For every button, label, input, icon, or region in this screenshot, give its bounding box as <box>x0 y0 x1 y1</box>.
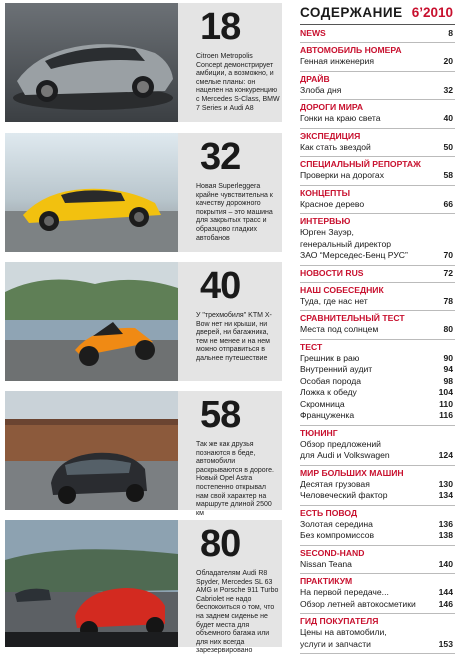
toc-entry[interactable] <box>300 387 455 399</box>
entry-page-number: 20 <box>443 56 453 66</box>
entry-title: Внутренний аудит <box>300 364 373 374</box>
toc-entry[interactable] <box>300 170 455 182</box>
section-heading <box>300 285 455 296</box>
section-page-number: 72 <box>443 267 453 278</box>
toc-section[interactable] <box>300 614 455 654</box>
entry-page-number: 124 <box>438 450 453 460</box>
entry-title: На первой передаче... <box>300 587 389 597</box>
section-heading <box>300 216 455 227</box>
entry-title: Десятая грузовая <box>300 478 370 489</box>
section-heading <box>300 131 455 142</box>
entry-page-number: 40 <box>443 113 453 123</box>
entry-page-number: 136 <box>438 518 453 529</box>
entry-title: Ложка к обеду <box>300 387 357 397</box>
entry-title: Цены на автомобили, <box>300 627 387 637</box>
section-title: ИНТЕРВЬЮ <box>300 216 351 226</box>
toc-section[interactable] <box>300 574 455 614</box>
entry-page-number: 140 <box>438 558 453 569</box>
section-heading <box>300 468 455 479</box>
entry-title: Обзор предложений <box>300 438 381 449</box>
feature-panel <box>178 262 282 381</box>
section-title: СРАВНИТЕЛЬНЫЙ ТЕСТ <box>300 313 405 323</box>
feature-caption: Новая Superleggera крайне чувствительна к качеству дорожного покрытия – это машина для закрытых трасс и образцово гладких автобанов <box>196 183 273 242</box>
entry-page-number: 94 <box>443 364 453 374</box>
entry-page-number: 90 <box>443 352 453 363</box>
section-heading <box>300 102 455 113</box>
feature-80[interactable] <box>5 520 282 655</box>
entry-page-number: 58 <box>443 170 453 180</box>
toc-section[interactable] <box>300 129 455 158</box>
toc-entry[interactable] <box>300 324 455 336</box>
feature-panel <box>178 133 282 252</box>
toc-section[interactable] <box>300 466 455 506</box>
feature-58[interactable] <box>5 391 282 517</box>
entry-page-number: 78 <box>443 295 453 306</box>
toc-section[interactable] <box>300 43 455 72</box>
toc-entry[interactable] <box>300 479 455 491</box>
toc-entry[interactable] <box>300 250 455 262</box>
entry-title: Обзор летней автокосметики <box>300 598 416 609</box>
toc-entry[interactable] <box>300 639 455 651</box>
toc-section[interactable] <box>300 186 455 215</box>
toc-entry[interactable] <box>300 410 455 422</box>
section-title: ЭКСПЕДИЦИЯ <box>300 130 361 141</box>
toc-entry[interactable] <box>300 199 455 211</box>
table-of-contents <box>300 0 455 650</box>
section-title: НАШ СОБЕСЕДНИК <box>300 284 384 295</box>
toc-entry[interactable] <box>300 113 455 125</box>
section-heading <box>300 548 455 559</box>
feature-18[interactable] <box>5 3 282 122</box>
toc-entry[interactable] <box>300 239 455 251</box>
page-number: 80 <box>200 523 241 565</box>
toc-entry[interactable] <box>300 490 455 502</box>
feature-panel <box>178 3 282 122</box>
entry-title: услуги и запчасти <box>300 638 371 649</box>
page-title: СОДЕРЖАНИЕ <box>300 5 403 20</box>
section-heading <box>300 28 455 39</box>
toc-entry[interactable] <box>300 587 455 599</box>
entry-title: Как стать звездой <box>300 141 371 152</box>
entry-title: Без компромиссов <box>300 530 375 540</box>
entry-title: Туда, где нас нет <box>300 295 368 306</box>
page-number: 40 <box>200 265 241 307</box>
section-title: МИР БОЛЬШИХ МАШИН <box>300 467 404 478</box>
toc-entry[interactable] <box>300 519 455 531</box>
toc-section[interactable] <box>300 546 455 575</box>
section-title: НОВОСТИ RUS <box>300 267 364 278</box>
toc-entry[interactable] <box>300 559 455 571</box>
entry-title: Места под солнцем <box>300 324 379 334</box>
section-heading <box>300 508 455 519</box>
entry-page-number: 70 <box>443 250 453 260</box>
toc-section[interactable] <box>300 266 455 283</box>
toc-entry[interactable] <box>300 142 455 154</box>
entry-title: Проверки на дорогах <box>300 170 384 180</box>
entry-title: Злоба дня <box>300 84 342 95</box>
entry-title: Генная инженерия <box>300 56 375 66</box>
section-heading <box>300 342 455 353</box>
toc-section[interactable] <box>300 214 455 266</box>
section-title: ТЕСТ <box>300 341 323 352</box>
section-title: ЕСТЬ ПОВОД <box>300 507 358 518</box>
entry-title: генеральный директор <box>300 238 392 249</box>
section-heading <box>300 74 455 85</box>
entry-page-number: 32 <box>443 84 453 95</box>
page-number: 32 <box>200 136 241 178</box>
feature-caption: Так же как друзья познаются в беде, автомобили раскрываются в дороге. Новый Opel Astra постепенно открывал нам свой характер на маршруте длиной 2500 км <box>196 441 274 517</box>
entry-title: Француженка <box>300 410 355 420</box>
feature-photo-ktm <box>5 262 178 381</box>
entry-title: Nissan Teana <box>300 558 352 569</box>
entry-page-number: 153 <box>438 638 453 649</box>
toc-section[interactable] <box>300 26 455 43</box>
page-number: 58 <box>200 394 241 436</box>
toc-section[interactable] <box>300 283 455 312</box>
entry-title: Красное дерево <box>300 198 365 209</box>
toc-section[interactable] <box>300 426 455 466</box>
toc-header <box>300 4 455 25</box>
entry-page-number: 130 <box>438 478 453 489</box>
toc-section[interactable] <box>300 157 455 186</box>
section-title: ПРАКТИКУМ <box>300 576 353 586</box>
entry-page-number: 66 <box>443 198 453 209</box>
toc-entry[interactable] <box>300 439 455 451</box>
section-title: SECOND-HAND <box>300 547 365 558</box>
toc-section[interactable] <box>300 100 455 129</box>
issue-number: 6’2010 <box>411 5 453 20</box>
toc-entry[interactable] <box>300 399 455 411</box>
section-title: СПЕЦИАЛЬНЫЙ РЕПОРТАЖ <box>300 159 421 169</box>
feature-photo-opel <box>5 391 178 510</box>
section-heading <box>300 428 455 439</box>
section-heading <box>300 576 455 587</box>
feature-caption: Обладателям Audi R8 Spyder, Mercedes SL 63 AMG и Porsche 911 Turbo Cabriolet не надо беспокоиться о том, что на заднем сиденье не будет места для объемного багажа или для них всегда зарезервировано <box>196 570 279 655</box>
section-title: АВТОМОБИЛЬ НОМЕРА <box>300 45 402 55</box>
feature-photo-citroen <box>5 3 178 122</box>
section-title: ДОРОГИ МИРА <box>300 102 364 112</box>
entry-title: Грешник в раю <box>300 352 360 363</box>
feature-caption: У "трехмобиля" KTM X-Bow нет ни крыши, ни дверей, ни багажника, тем не менее и на нем можно отправиться в дальнее путешествие <box>196 312 272 362</box>
feature-caption: Citroen Metropolis Concept демонстрирует амбиции, а возможно, и смелые планы: он нацелен на конкуренцию с Mercedes S-Class, BMW 7 Series и Audi A8 <box>196 53 280 112</box>
entry-title: ЗАО “Мерседес-Бенц РУС” <box>300 250 408 260</box>
toc-section[interactable] <box>300 340 455 426</box>
toc-entry[interactable] <box>300 364 455 376</box>
toc-entry[interactable] <box>300 227 455 239</box>
entry-page-number: 50 <box>443 141 453 152</box>
section-title: NEWS <box>300 28 326 38</box>
entry-title: Золотая середина <box>300 518 373 529</box>
toc-entry[interactable] <box>300 376 455 388</box>
toc-entry[interactable] <box>300 627 455 639</box>
entry-page-number: 80 <box>443 324 453 334</box>
section-page-number: 8 <box>448 28 453 38</box>
feature-panel <box>178 520 282 655</box>
section-heading <box>300 45 455 56</box>
entry-page-number: 98 <box>443 375 453 386</box>
toc-entry[interactable] <box>300 599 455 611</box>
section-title: ДРАЙВ <box>300 73 330 84</box>
entry-title: Особая порода <box>300 375 361 386</box>
toc-section[interactable] <box>300 311 455 340</box>
feature-panel <box>178 391 282 517</box>
feature-photo-audi <box>5 520 178 647</box>
entry-page-number: 116 <box>439 410 453 420</box>
entry-title: Гонки на краю света <box>300 113 381 123</box>
toc-list <box>300 26 455 654</box>
section-heading <box>300 188 455 199</box>
entry-title: Человеческий фактор <box>300 490 388 500</box>
section-title: ГИД ПОКУПАТЕЛЯ <box>300 616 379 626</box>
feature-32[interactable] <box>5 133 282 252</box>
toc-section[interactable] <box>300 72 455 101</box>
entry-title: Скромница <box>300 398 345 409</box>
entry-page-number: 146 <box>438 598 453 609</box>
section-heading <box>300 159 455 170</box>
entry-page-number: 144 <box>438 587 453 597</box>
feature-photo-lamborghini <box>5 133 178 252</box>
section-heading <box>300 313 455 324</box>
toc-entry[interactable] <box>300 56 455 68</box>
section-heading <box>300 268 455 279</box>
toc-section[interactable] <box>300 506 455 546</box>
toc-entry[interactable] <box>300 296 455 308</box>
page-number: 18 <box>200 6 241 48</box>
section-title: ТЮНИНГ <box>300 427 338 438</box>
entry-page-number: 104 <box>438 387 453 397</box>
entry-page-number: 134 <box>438 490 453 500</box>
toc-entry[interactable] <box>300 450 455 462</box>
toc-entry[interactable] <box>300 85 455 97</box>
section-heading <box>300 616 455 627</box>
toc-entry[interactable] <box>300 353 455 365</box>
entry-page-number: 110 <box>439 398 453 409</box>
section-title: КОНЦЕПТЫ <box>300 187 350 198</box>
entry-title: Юрген Зауэр, <box>300 227 354 237</box>
toc-entry[interactable] <box>300 530 455 542</box>
entry-page-number: 138 <box>438 530 453 540</box>
entry-title: для Audi и Volkswagen <box>300 450 390 460</box>
feature-40[interactable] <box>5 262 282 381</box>
